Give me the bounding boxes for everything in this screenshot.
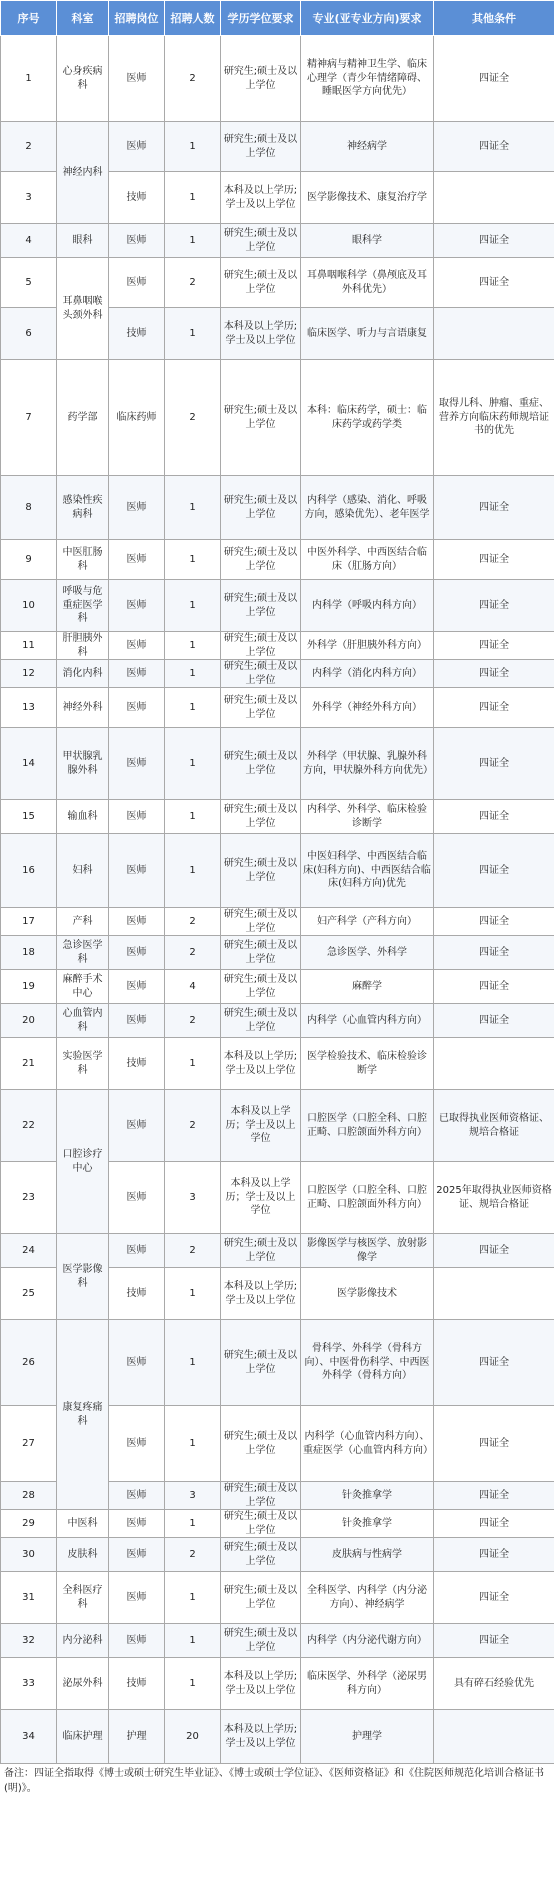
table-row <box>1 834 554 908</box>
cell-other: 四证全 <box>434 908 554 936</box>
cell-other: 四证全 <box>434 1482 554 1510</box>
cell-count: 1 <box>165 1320 221 1406</box>
cell-post: 医师 <box>109 936 165 970</box>
cell-post: 医师 <box>109 1234 165 1268</box>
cell-dept: 全科医疗科 <box>57 1572 109 1624</box>
cell-education: 本科及以上学历;学士及以上学位 <box>221 1710 301 1764</box>
cell-no: 9 <box>1 540 57 580</box>
cell-no: 17 <box>1 908 57 936</box>
table-row <box>1 1234 554 1268</box>
cell-post: 技师 <box>109 172 165 224</box>
cell-no: 19 <box>1 970 57 1004</box>
table-row <box>1 1004 554 1038</box>
cell-no: 13 <box>1 688 57 728</box>
cell-other: 四证全 <box>434 936 554 970</box>
cell-other: 四证全 <box>434 688 554 728</box>
table-row <box>1 800 554 834</box>
cell-count: 1 <box>165 1268 221 1320</box>
cell-major: 内科学（内分泌代谢方向） <box>301 1624 434 1658</box>
cell-education: 研究生;硕士及以上学位 <box>221 936 301 970</box>
cell-dept: 中医肛肠科 <box>57 540 109 580</box>
cell-other: 四证全 <box>434 1406 554 1482</box>
cell-major: 医学影像技术、康复治疗学 <box>301 172 434 224</box>
cell-no: 14 <box>1 728 57 800</box>
cell-other: 四证全 <box>434 632 554 660</box>
table-row <box>1 1320 554 1406</box>
cell-other: 四证全 <box>434 1320 554 1406</box>
cell-education: 研究生;硕士及以上学位 <box>221 1572 301 1624</box>
cell-other <box>434 1710 554 1764</box>
cell-other: 四证全 <box>434 122 554 172</box>
cell-dept: 临床护理 <box>57 1710 109 1764</box>
cell-other: 已取得执业医师资格证、规培合格证 <box>434 1090 554 1162</box>
cell-count: 2 <box>165 360 221 476</box>
table-row <box>1 1538 554 1572</box>
cell-post: 医师 <box>109 632 165 660</box>
cell-count: 1 <box>165 122 221 172</box>
cell-count: 1 <box>165 540 221 580</box>
cell-other: 四证全 <box>434 660 554 688</box>
cell-count: 1 <box>165 632 221 660</box>
cell-dept: 麻醉手术中心 <box>57 970 109 1004</box>
cell-major: 神经病学 <box>301 122 434 172</box>
cell-other: 四证全 <box>434 1234 554 1268</box>
table-row <box>1 36 554 122</box>
cell-major: 外科学（甲状腺、乳腺外科方向，甲状腺外科方向优先） <box>301 728 434 800</box>
cell-no: 8 <box>1 476 57 540</box>
cell-post: 医师 <box>109 1624 165 1658</box>
header-major: 专业(亚专业方向)要求 <box>301 1 434 36</box>
cell-no: 32 <box>1 1624 57 1658</box>
cell-no: 6 <box>1 308 57 360</box>
cell-count: 4 <box>165 970 221 1004</box>
table-row <box>1 1624 554 1658</box>
cell-count: 1 <box>165 1658 221 1710</box>
cell-major: 内科学、外科学、临床检验诊断学 <box>301 800 434 834</box>
cell-no: 33 <box>1 1658 57 1710</box>
cell-no: 27 <box>1 1406 57 1482</box>
table-row <box>1 360 554 476</box>
cell-dept: 内分泌科 <box>57 1624 109 1658</box>
cell-dept: 肝胆胰外科 <box>57 632 109 660</box>
cell-education: 研究生;硕士及以上学位 <box>221 1004 301 1038</box>
cell-education: 本科及以上学历；学士及以上学位 <box>221 1162 301 1234</box>
cell-count: 1 <box>165 1510 221 1538</box>
cell-education: 研究生;硕士及以上学位 <box>221 660 301 688</box>
cell-major: 精神病与精神卫生学、临床心理学（青少年情绪障碍、睡眠医学方向优先） <box>301 36 434 122</box>
cell-post: 医师 <box>109 1572 165 1624</box>
cell-count: 20 <box>165 1710 221 1764</box>
cell-count: 2 <box>165 936 221 970</box>
cell-major: 骨科学、外科学（骨科方向）、中医骨伤科学、中西医外科学（骨科方向） <box>301 1320 434 1406</box>
cell-post: 医师 <box>109 688 165 728</box>
cell-no: 26 <box>1 1320 57 1406</box>
cell-no: 21 <box>1 1038 57 1090</box>
cell-no: 2 <box>1 122 57 172</box>
cell-education: 本科及以上学历;学士及以上学位 <box>221 1038 301 1090</box>
cell-count: 1 <box>165 476 221 540</box>
cell-major: 中医妇科学、中西医结合临床(妇科方向)、中西医结合临床(妇科方向)优先 <box>301 834 434 908</box>
table-row <box>1 540 554 580</box>
cell-major: 针灸推拿学 <box>301 1482 434 1510</box>
cell-education: 研究生;硕士及以上学位 <box>221 728 301 800</box>
cell-dept: 口腔诊疗中心 <box>57 1090 109 1234</box>
cell-education: 研究生;硕士及以上学位 <box>221 632 301 660</box>
cell-education: 本科及以上学历；学士及以上学位 <box>221 1090 301 1162</box>
cell-count: 1 <box>165 224 221 258</box>
cell-other <box>434 1268 554 1320</box>
cell-major: 麻醉学 <box>301 970 434 1004</box>
cell-no: 4 <box>1 224 57 258</box>
cell-count: 1 <box>165 688 221 728</box>
table-row <box>1 1710 554 1764</box>
cell-education: 研究生;硕士及以上学位 <box>221 688 301 728</box>
cell-count: 1 <box>165 580 221 632</box>
cell-post: 医师 <box>109 1004 165 1038</box>
cell-major: 医学检验技术、临床检验诊断学 <box>301 1038 434 1090</box>
cell-other: 四证全 <box>434 540 554 580</box>
cell-no: 20 <box>1 1004 57 1038</box>
cell-education: 研究生;硕士及以上学位 <box>221 1482 301 1510</box>
cell-major: 妇产科学（产科方向） <box>301 908 434 936</box>
cell-education: 研究生;硕士及以上学位 <box>221 1406 301 1482</box>
cell-other: 四证全 <box>434 580 554 632</box>
cell-post: 医师 <box>109 1162 165 1234</box>
cell-post: 医师 <box>109 224 165 258</box>
footnote: 备注：四证全指取得《博士或硕士研究生毕业证》、《博士或硕士学位证》、《医师资格证》和《住院医师规范化培训合格证书(明)》。 <box>4 1768 544 1794</box>
cell-no: 7 <box>1 360 57 476</box>
cell-count: 1 <box>165 172 221 224</box>
header-count: 招聘人数 <box>165 1 221 36</box>
cell-count: 2 <box>165 908 221 936</box>
table-row <box>1 908 554 936</box>
cell-dept: 产科 <box>57 908 109 936</box>
table-row <box>1 1510 554 1538</box>
cell-education: 本科及以上学历;学士及以上学位 <box>221 1658 301 1710</box>
cell-major: 眼科学 <box>301 224 434 258</box>
cell-education: 研究生;硕士及以上学位 <box>221 476 301 540</box>
cell-dept: 妇科 <box>57 834 109 908</box>
cell-other: 四证全 <box>434 970 554 1004</box>
cell-no: 11 <box>1 632 57 660</box>
table-row <box>1 688 554 728</box>
cell-major: 外科学（肝胆胰外科方向） <box>301 632 434 660</box>
cell-count: 1 <box>165 728 221 800</box>
cell-post: 医师 <box>109 1090 165 1162</box>
cell-count: 3 <box>165 1162 221 1234</box>
table-row <box>1 1572 554 1624</box>
cell-education: 本科及以上学历;学士及以上学位 <box>221 172 301 224</box>
cell-count: 2 <box>165 1090 221 1162</box>
cell-no: 34 <box>1 1710 57 1764</box>
cell-count: 1 <box>165 1038 221 1090</box>
cell-post: 医师 <box>109 970 165 1004</box>
cell-major: 外科学（神经外科方向） <box>301 688 434 728</box>
cell-major: 护理学 <box>301 1710 434 1764</box>
cell-post: 医师 <box>109 540 165 580</box>
cell-no: 29 <box>1 1510 57 1538</box>
cell-count: 1 <box>165 660 221 688</box>
cell-post: 医师 <box>109 728 165 800</box>
cell-no: 15 <box>1 800 57 834</box>
table-row <box>1 936 554 970</box>
cell-other: 2025年取得执业医师资格证、规培合格证 <box>434 1162 554 1234</box>
table-row <box>1 258 554 308</box>
cell-post: 医师 <box>109 1538 165 1572</box>
cell-count: 1 <box>165 800 221 834</box>
cell-dept: 药学部 <box>57 360 109 476</box>
cell-major: 皮肤病与性病学 <box>301 1538 434 1572</box>
cell-count: 2 <box>165 1234 221 1268</box>
cell-education: 研究生;硕士及以上学位 <box>221 360 301 476</box>
cell-education: 研究生;硕士及以上学位 <box>221 580 301 632</box>
cell-other: 四证全 <box>434 800 554 834</box>
cell-education: 研究生;硕士及以上学位 <box>221 122 301 172</box>
cell-education: 研究生;硕士及以上学位 <box>221 1510 301 1538</box>
cell-major: 急诊医学、外科学 <box>301 936 434 970</box>
table-row <box>1 1090 554 1162</box>
cell-other: 四证全 <box>434 476 554 540</box>
cell-no: 22 <box>1 1090 57 1162</box>
cell-dept: 消化内科 <box>57 660 109 688</box>
table-row <box>1 660 554 688</box>
cell-education: 研究生;硕士及以上学位 <box>221 36 301 122</box>
cell-post: 医师 <box>109 36 165 122</box>
cell-other: 四证全 <box>434 1624 554 1658</box>
cell-other: 四证全 <box>434 1538 554 1572</box>
cell-education: 研究生;硕士及以上学位 <box>221 224 301 258</box>
cell-post: 技师 <box>109 1658 165 1710</box>
cell-other <box>434 308 554 360</box>
cell-no: 10 <box>1 580 57 632</box>
cell-dept: 甲状腺乳腺外科 <box>57 728 109 800</box>
table-row <box>1 122 554 172</box>
cell-dept: 心身疾病科 <box>57 36 109 122</box>
cell-major: 内科学（心血管内科方向） <box>301 1004 434 1038</box>
cell-dept: 神经外科 <box>57 688 109 728</box>
cell-no: 30 <box>1 1538 57 1572</box>
cell-dept: 皮肤科 <box>57 1538 109 1572</box>
cell-major: 内科学（呼吸内科方向） <box>301 580 434 632</box>
cell-education: 研究生;硕士及以上学位 <box>221 1538 301 1572</box>
cell-major: 内科学（消化内科方向） <box>301 660 434 688</box>
cell-post: 医师 <box>109 122 165 172</box>
cell-no: 18 <box>1 936 57 970</box>
cell-other: 四证全 <box>434 1004 554 1038</box>
cell-major: 临床医学、外科学（泌尿男科方向） <box>301 1658 434 1710</box>
header-no: 序号 <box>1 1 57 36</box>
cell-count: 3 <box>165 1482 221 1510</box>
cell-post: 医师 <box>109 660 165 688</box>
cell-post: 技师 <box>109 1268 165 1320</box>
cell-no: 24 <box>1 1234 57 1268</box>
cell-post: 医师 <box>109 834 165 908</box>
cell-education: 研究生;硕士及以上学位 <box>221 540 301 580</box>
cell-post: 医师 <box>109 1320 165 1406</box>
header-other: 其他条件 <box>434 1 554 36</box>
header-post: 招聘岗位 <box>109 1 165 36</box>
cell-dept: 泌尿外科 <box>57 1658 109 1710</box>
cell-no: 5 <box>1 258 57 308</box>
cell-major: 针灸推拿学 <box>301 1510 434 1538</box>
cell-no: 1 <box>1 36 57 122</box>
cell-dept: 耳鼻咽喉头颈外科 <box>57 258 109 360</box>
cell-post: 医师 <box>109 800 165 834</box>
cell-post: 医师 <box>109 1510 165 1538</box>
cell-major: 本科：临床药学，硕士：临床药学或药学类 <box>301 360 434 476</box>
header-dept: 科室 <box>57 1 109 36</box>
cell-post: 医师 <box>109 908 165 936</box>
table-row <box>1 476 554 540</box>
cell-no: 23 <box>1 1162 57 1234</box>
cell-other: 四证全 <box>434 258 554 308</box>
cell-major: 口腔医学（口腔全科、口腔正畸、口腔颌面外科方向） <box>301 1090 434 1162</box>
cell-count: 2 <box>165 1004 221 1038</box>
cell-post: 医师 <box>109 580 165 632</box>
cell-major: 耳鼻咽喉科学（鼻颅底及耳外科优先） <box>301 258 434 308</box>
cell-no: 25 <box>1 1268 57 1320</box>
table-row <box>1 970 554 1004</box>
cell-other: 四证全 <box>434 36 554 122</box>
cell-dept: 实验医学科 <box>57 1038 109 1090</box>
cell-education: 研究生;硕士及以上学位 <box>221 1624 301 1658</box>
cell-education: 研究生;硕士及以上学位 <box>221 1320 301 1406</box>
cell-education: 研究生;硕士及以上学位 <box>221 834 301 908</box>
cell-major: 内科学（感染、消化、呼吸方向，感染优先）、老年医学 <box>301 476 434 540</box>
cell-dept: 神经内科 <box>57 122 109 224</box>
cell-post: 医师 <box>109 258 165 308</box>
cell-no: 28 <box>1 1482 57 1510</box>
cell-post: 医师 <box>109 1482 165 1510</box>
cell-dept: 医学影像科 <box>57 1234 109 1320</box>
cell-education: 本科及以上学历;学士及以上学位 <box>221 1268 301 1320</box>
cell-education: 研究生;硕士及以上学位 <box>221 800 301 834</box>
table-row <box>1 224 554 258</box>
cell-major: 口腔医学（口腔全科、口腔正畸、口腔颌面外科方向） <box>301 1162 434 1234</box>
cell-major: 内科学（心血管内科方向）、重症医学（心血管内科方向） <box>301 1406 434 1482</box>
cell-count: 1 <box>165 1406 221 1482</box>
cell-major: 全科医学、内科学（内分泌方向）、神经病学 <box>301 1572 434 1624</box>
cell-dept: 感染性疾病科 <box>57 476 109 540</box>
cell-other: 取得儿科、肿瘤、重症、营养方向临床药师规培证书的优先 <box>434 360 554 476</box>
cell-major: 医学影像技术 <box>301 1268 434 1320</box>
cell-other: 四证全 <box>434 1572 554 1624</box>
cell-other: 四证全 <box>434 834 554 908</box>
cell-no: 3 <box>1 172 57 224</box>
cell-no: 12 <box>1 660 57 688</box>
cell-other: 四证全 <box>434 728 554 800</box>
cell-post: 医师 <box>109 1406 165 1482</box>
cell-major: 临床医学、听力与言语康复 <box>301 308 434 360</box>
table-row <box>1 728 554 800</box>
cell-dept: 中医科 <box>57 1510 109 1538</box>
cell-other: 具有碎石经验优先 <box>434 1658 554 1710</box>
table-row <box>1 580 554 632</box>
table-header-row <box>1 1 554 36</box>
cell-education: 研究生;硕士及以上学位 <box>221 1234 301 1268</box>
cell-dept: 眼科 <box>57 224 109 258</box>
cell-dept: 输血科 <box>57 800 109 834</box>
cell-count: 2 <box>165 258 221 308</box>
cell-dept: 急诊医学科 <box>57 936 109 970</box>
table-row <box>1 1038 554 1090</box>
cell-count: 2 <box>165 36 221 122</box>
table-row <box>1 632 554 660</box>
cell-post: 临床药师 <box>109 360 165 476</box>
cell-count: 1 <box>165 1572 221 1624</box>
cell-no: 16 <box>1 834 57 908</box>
cell-other: 四证全 <box>434 1510 554 1538</box>
cell-dept: 心血管内科 <box>57 1004 109 1038</box>
cell-major: 中医外科学、中西医结合临床（肛肠方向） <box>301 540 434 580</box>
cell-post: 医师 <box>109 476 165 540</box>
cell-dept: 康复疼痛科 <box>57 1320 109 1510</box>
cell-post: 技师 <box>109 1038 165 1090</box>
cell-count: 1 <box>165 308 221 360</box>
cell-education: 本科及以上学历;学士及以上学位 <box>221 308 301 360</box>
cell-education: 研究生;硕士及以上学位 <box>221 970 301 1004</box>
cell-post: 技师 <box>109 308 165 360</box>
cell-post: 护理 <box>109 1710 165 1764</box>
cell-education: 研究生;硕士及以上学位 <box>221 258 301 308</box>
cell-count: 1 <box>165 834 221 908</box>
cell-count: 1 <box>165 1624 221 1658</box>
cell-other: 四证全 <box>434 224 554 258</box>
header-education: 学历学位要求 <box>221 1 301 36</box>
cell-major: 影像医学与核医学、放射影像学 <box>301 1234 434 1268</box>
cell-dept: 呼吸与危重症医学科 <box>57 580 109 632</box>
cell-other <box>434 1038 554 1090</box>
cell-other <box>434 172 554 224</box>
cell-education: 研究生;硕士及以上学位 <box>221 908 301 936</box>
table-row <box>1 1658 554 1710</box>
cell-count: 2 <box>165 1538 221 1572</box>
cell-no: 31 <box>1 1572 57 1624</box>
